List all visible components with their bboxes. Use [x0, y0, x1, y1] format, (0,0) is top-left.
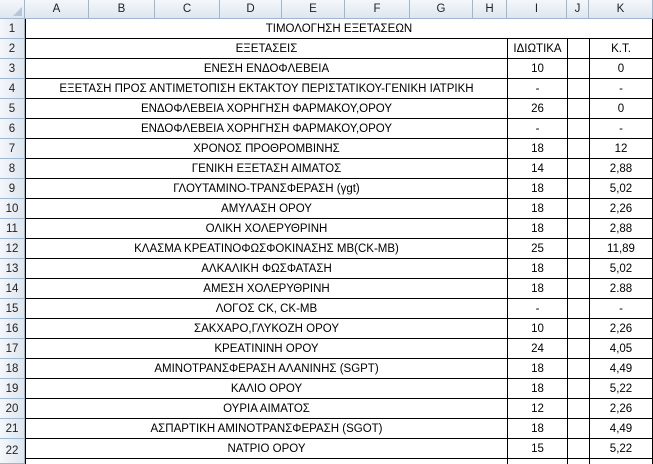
exam-name-cell[interactable]: ΕΞΕΤΑΣΗ ΠΡΟΣ ΑΝΤΙΜΕΤΟΠΙΣΗ ΕΚΤΑΚΤΟΥ ΠΕΡΙΣΤΑΤΙΚΟΥ-ΓΕΝΙΚΗ ΙΑΤΡΙΚΗ	[59, 82, 474, 95]
row-header-4[interactable]: 4	[0, 79, 25, 99]
row-header-9[interactable]: 9	[0, 179, 25, 199]
private-price-cell[interactable]: 10	[531, 62, 544, 75]
private-price-cell[interactable]: 18	[531, 282, 544, 295]
exam-name-cell[interactable]: ΑΜΕΣΗ ΧΟΛΕΡΥΘΡΙΝΗ	[203, 282, 330, 295]
exam-name-cell[interactable]: ΑΣΠΑΡΤΙΚΗ ΑΜΙΝΟΤΡΑΝΣΦΕΡΑΣΗ (SGOT)	[150, 422, 383, 435]
column-header-c[interactable]: C	[155, 0, 220, 19]
row-header-13[interactable]: 13	[0, 259, 25, 279]
grid-line-col	[567, 19, 568, 464]
private-price-cell[interactable]: 18	[531, 262, 544, 275]
exam-name-cell[interactable]: ΕΝΔΟΦΛΕΒΕΙΑ ΧΟΡΗΓΗΣΗ ΦΑΡΜΑΚΟΥ,ΟΡΟΥ	[140, 122, 393, 135]
kt-price-cell[interactable]: 4,05	[609, 342, 633, 355]
kt-price-cell[interactable]: 2,88	[609, 162, 633, 175]
kt-price-cell[interactable]: 2.88	[609, 282, 633, 295]
row-header-20[interactable]: 20	[0, 399, 25, 419]
exam-name-cell[interactable]: ΧΡΟΝΟΣ ΠΡΟΘΡΟΜΒΙΝΗΣ	[193, 142, 340, 155]
exam-name-cell[interactable]: ΑΜΙΝΟΤΡΑΝΣΦΕΡΑΣΗ ΑΛΑΝΙΝΗΣ (SGPT)	[154, 362, 379, 375]
exam-name-cell[interactable]: ΣΑΚΧΑΡΟ,ΓΛΥΚΟΖΗ ΟΡΟΥ	[193, 322, 340, 335]
kt-price-cell[interactable]: 2,26	[609, 202, 633, 215]
exam-name-cell[interactable]: ΕΝΔΟΦΛΕΒΕΙΑ ΧΟΡΗΓΗΣΗ ΦΑΡΜΑΚΟΥ,ΟΡΟΥ	[140, 102, 393, 115]
row-header-3[interactable]: 3	[0, 59, 25, 79]
kt-price-cell[interactable]: 12	[614, 142, 628, 155]
private-price-cell[interactable]: 26	[531, 102, 544, 115]
header-exams[interactable]: ΕΞΕΤΑΣΕΙΣ	[235, 42, 298, 55]
private-price-cell[interactable]: 10	[531, 322, 544, 335]
row-header-6[interactable]: 6	[0, 119, 25, 139]
private-price-cell[interactable]: 24	[531, 342, 544, 355]
row-header-7[interactable]: 7	[0, 139, 25, 159]
private-price-cell[interactable]: 18	[531, 422, 544, 435]
exam-name-cell[interactable]: ΝΑΤΡΙΟ ΟΡΟΥ	[227, 442, 306, 455]
row-header-19[interactable]: 19	[0, 379, 25, 399]
private-price-cell[interactable]: 18	[531, 382, 544, 395]
column-header-d[interactable]: D	[220, 0, 282, 19]
row-header-15[interactable]: 15	[0, 299, 25, 319]
private-price-cell[interactable]: 18	[531, 362, 544, 375]
kt-price-cell[interactable]: 5,02	[609, 262, 633, 275]
kt-price-cell[interactable]: 5,02	[609, 182, 633, 195]
kt-price-cell[interactable]: 5,22	[609, 442, 633, 455]
kt-price-cell[interactable]: -	[619, 302, 623, 315]
exam-name-cell[interactable]: ΕΝΕΣΗ ΕΝΔΟΦΛΕΒΕΙΑ	[203, 62, 330, 75]
column-header-f[interactable]: F	[345, 0, 410, 19]
exam-name-cell[interactable]: ΟΥΡΙΑ ΑΙΜΑΤΟΣ	[223, 402, 310, 415]
kt-price-cell[interactable]: 0	[617, 102, 625, 115]
row-header-21[interactable]: 21	[0, 419, 25, 439]
row-header-1[interactable]: 1	[0, 19, 25, 39]
row-header-11[interactable]: 11	[0, 219, 25, 239]
exam-name-cell[interactable]: ΚΛΑΣΜΑ ΚΡΕΑΤΙΝΟΦΩΣΦΟΚΙΝΑΣΗΣ ΜΒ(CK-MB)	[134, 242, 399, 255]
private-price-cell[interactable]: 18	[531, 142, 544, 155]
exam-name-cell[interactable]: ΛΟΓΟΣ CK, CK-MB	[215, 302, 318, 315]
private-price-cell[interactable]: -	[535, 302, 540, 315]
exam-name-cell[interactable]: ΓΕΝΙΚΗ ΕΞΕΤΑΣΗ ΑΙΜΑΤΟΣ	[191, 162, 342, 175]
row-header-12[interactable]: 12	[0, 239, 25, 259]
private-price-cell[interactable]: 25	[531, 242, 544, 255]
header-kt[interactable]: Κ.Τ.	[611, 42, 631, 55]
private-price-cell[interactable]: 18	[531, 222, 544, 235]
row-header-8[interactable]: 8	[0, 159, 25, 179]
row-header-16[interactable]: 16	[0, 319, 25, 339]
row-header-22[interactable]: 22	[0, 439, 25, 464]
kt-price-cell[interactable]: 11,89	[607, 242, 635, 255]
kt-price-cell[interactable]: 2,26	[609, 322, 633, 335]
header-private[interactable]: ΙΔΙΩΤΙΚΑ	[513, 42, 562, 55]
row-header-18[interactable]: 18	[0, 359, 25, 379]
kt-price-cell[interactable]: -	[619, 122, 623, 135]
row-header-10[interactable]: 10	[0, 199, 25, 219]
private-price-cell[interactable]: -	[535, 82, 540, 95]
kt-price-cell[interactable]: -	[619, 82, 623, 95]
exam-name-cell[interactable]: ΟΛΙΚΗ ΧΟΛΕΡΥΘΡΙΝΗ	[205, 222, 328, 235]
exam-name-cell[interactable]: ΑΛΚΑΛΙΚΗ ΦΩΣΦΑΤΑΣΗ	[201, 262, 332, 275]
row-header-5[interactable]: 5	[0, 99, 25, 119]
kt-price-cell[interactable]: 0	[617, 62, 625, 75]
column-header-i[interactable]: I	[507, 0, 567, 19]
row-header-2[interactable]: 2	[0, 39, 25, 59]
kt-price-cell[interactable]: 2,88	[609, 222, 633, 235]
column-header-e[interactable]: E	[282, 0, 345, 19]
column-header-g[interactable]: G	[410, 0, 473, 19]
column-header-j[interactable]: J	[567, 0, 589, 19]
grid-line-row	[25, 458, 653, 459]
private-price-cell[interactable]: 15	[531, 442, 544, 455]
private-price-cell[interactable]: 18	[531, 182, 544, 195]
kt-price-cell[interactable]: 2,26	[609, 402, 633, 415]
sheet-title[interactable]: ΤΙΜΟΛΟΓΗΣΗ ΕΞΕΤΑΣΕΩΝ	[265, 22, 413, 35]
select-all-corner[interactable]	[0, 0, 25, 19]
column-header-b[interactable]: B	[89, 0, 155, 19]
row-header-17[interactable]: 17	[0, 339, 25, 359]
private-price-cell[interactable]: 14	[531, 162, 544, 175]
exam-name-cell[interactable]: ΑΜΥΛΑΣΗ ΟΡΟΥ	[221, 202, 312, 215]
kt-price-cell[interactable]: 5,22	[609, 382, 633, 395]
exam-name-cell[interactable]: ΚΡΕΑΤΙΝΙΝΗ ΟΡΟΥ	[214, 342, 319, 355]
column-header-h[interactable]: H	[473, 0, 507, 19]
row-header-14[interactable]: 14	[0, 279, 25, 299]
private-price-cell[interactable]: 12	[531, 402, 544, 415]
column-header-k[interactable]: K	[589, 0, 653, 19]
private-price-cell[interactable]: -	[535, 122, 540, 135]
private-price-cell[interactable]: 18	[531, 202, 544, 215]
kt-price-cell[interactable]: 4,49	[609, 422, 633, 435]
column-header-a[interactable]: A	[25, 0, 89, 19]
kt-price-cell[interactable]: 4,49	[609, 362, 633, 375]
exam-name-cell[interactable]: ΓΛΟΥΤΑΜΙΝΟ-ΤΡΑΝΣΦΕΡΑΣΗ (γgt)	[173, 182, 360, 195]
exam-name-cell[interactable]: ΚΑΛΙΟ ΟΡΟΥ	[230, 382, 303, 395]
